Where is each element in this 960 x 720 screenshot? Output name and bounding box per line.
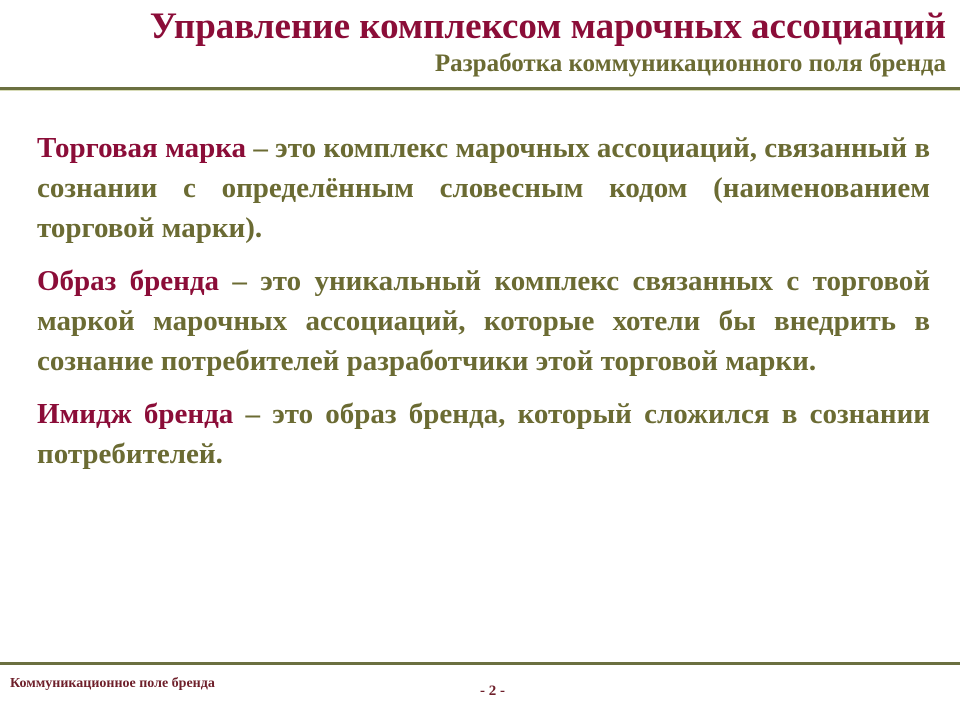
definition-trademark — [37, 128, 930, 248]
definition-text: – это образ бренда, который сложился в сознании потребителей. — [37, 398, 930, 470]
definition-text: – это комплекс марочных ассоциаций, связанный в сознании с определённым словесным кодом (наименованием торговой марки). — [37, 132, 931, 244]
term-label: Образ бренда — [37, 265, 220, 297]
definition-brand-reputation — [37, 394, 930, 474]
slide-title: Управление комплексом марочных ассоциаций — [149, 6, 946, 47]
page-number: - 2 - — [480, 683, 505, 699]
term-label: Имидж бренда — [37, 398, 234, 430]
footer-caption: Коммуникационное поле бренда — [10, 676, 215, 691]
footer-divider — [0, 662, 960, 665]
definition-text: – это уникальный комплекс связанных с торговой маркой марочных ассоциаций, которые хотели бы внедрить в сознание потребителей разработчики этой торговой марки. — [37, 265, 930, 377]
slide-body — [37, 128, 930, 487]
slide-subtitle: Разработка коммуникационного поля бренда — [434, 50, 946, 77]
header-divider-highlight — [0, 90, 960, 91]
definition-brand-image — [37, 261, 930, 381]
term-label: Торговая марка — [37, 132, 247, 164]
